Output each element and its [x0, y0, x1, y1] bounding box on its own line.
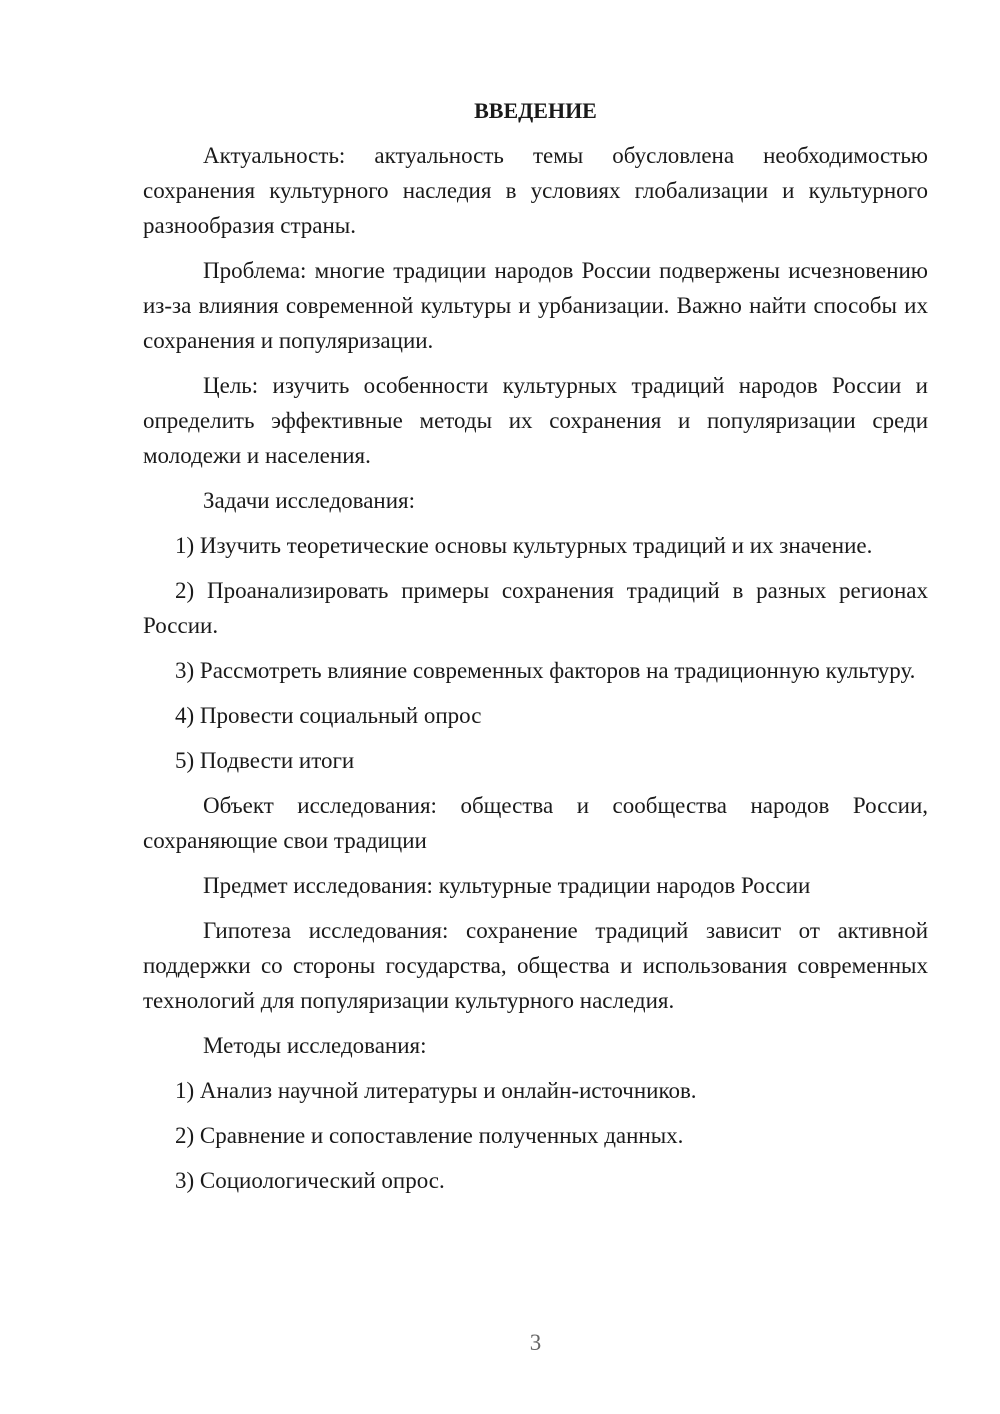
task-item-5: 5) Подвести итоги — [175, 748, 355, 773]
section-heading: ВВЕДЕНИЕ — [474, 98, 597, 123]
methods-title: Методы исследования: — [203, 1033, 427, 1058]
subject-paragraph: Предмет исследования: культурные традиции народов России — [203, 873, 811, 898]
method-item-1: 1) Анализ научной литературы и онлайн-источников. — [175, 1078, 697, 1103]
tasks-title: Задачи исследования: — [203, 488, 416, 513]
task-item-1: 1) Изучить теоретические основы культурных традиций и их значение. — [175, 533, 873, 558]
task-item-3: 3) Рассмотреть влияние современных факторов на традиционную культуру. — [175, 658, 916, 683]
method-item-2: 2) Сравнение и сопоставление полученных данных. — [175, 1123, 684, 1148]
document-page — [143, 93, 928, 1208]
object-paragraph: Объект исследования: общества и сообщества народов России, сохраняющие свои традиции — [143, 793, 928, 853]
relevance-paragraph: Актуальность: актуальность темы обусловлена необходимостью сохранения культурного наследия в условиях глобализации и культурного разнообразия страны. — [143, 143, 928, 238]
method-item-3: 3) Социологический опрос. — [175, 1168, 445, 1193]
page-number: 3 — [529, 1330, 542, 1355]
task-item-4: 4) Провести социальный опрос — [175, 703, 482, 728]
task-item-2: 2) Проанализировать примеры сохранения традиций в разных регионах России. — [143, 578, 928, 638]
goal-paragraph: Цель: изучить особенности культурных традиций народов России и определить эффективные методы их сохранения и популяризации среди молодежи и населения. — [143, 373, 928, 468]
problem-paragraph: Проблема: многие традиции народов России подвержены исчезновению из-за влияния современной культуры и урбанизации. Важно найти способы их сохранения и популяризации. — [143, 258, 928, 353]
hypothesis-paragraph: Гипотеза исследования: сохранение традиций зависит от активной поддержки со стороны государства, общества и использования современных технологий для популяризации культурного наследия. — [143, 918, 928, 1013]
